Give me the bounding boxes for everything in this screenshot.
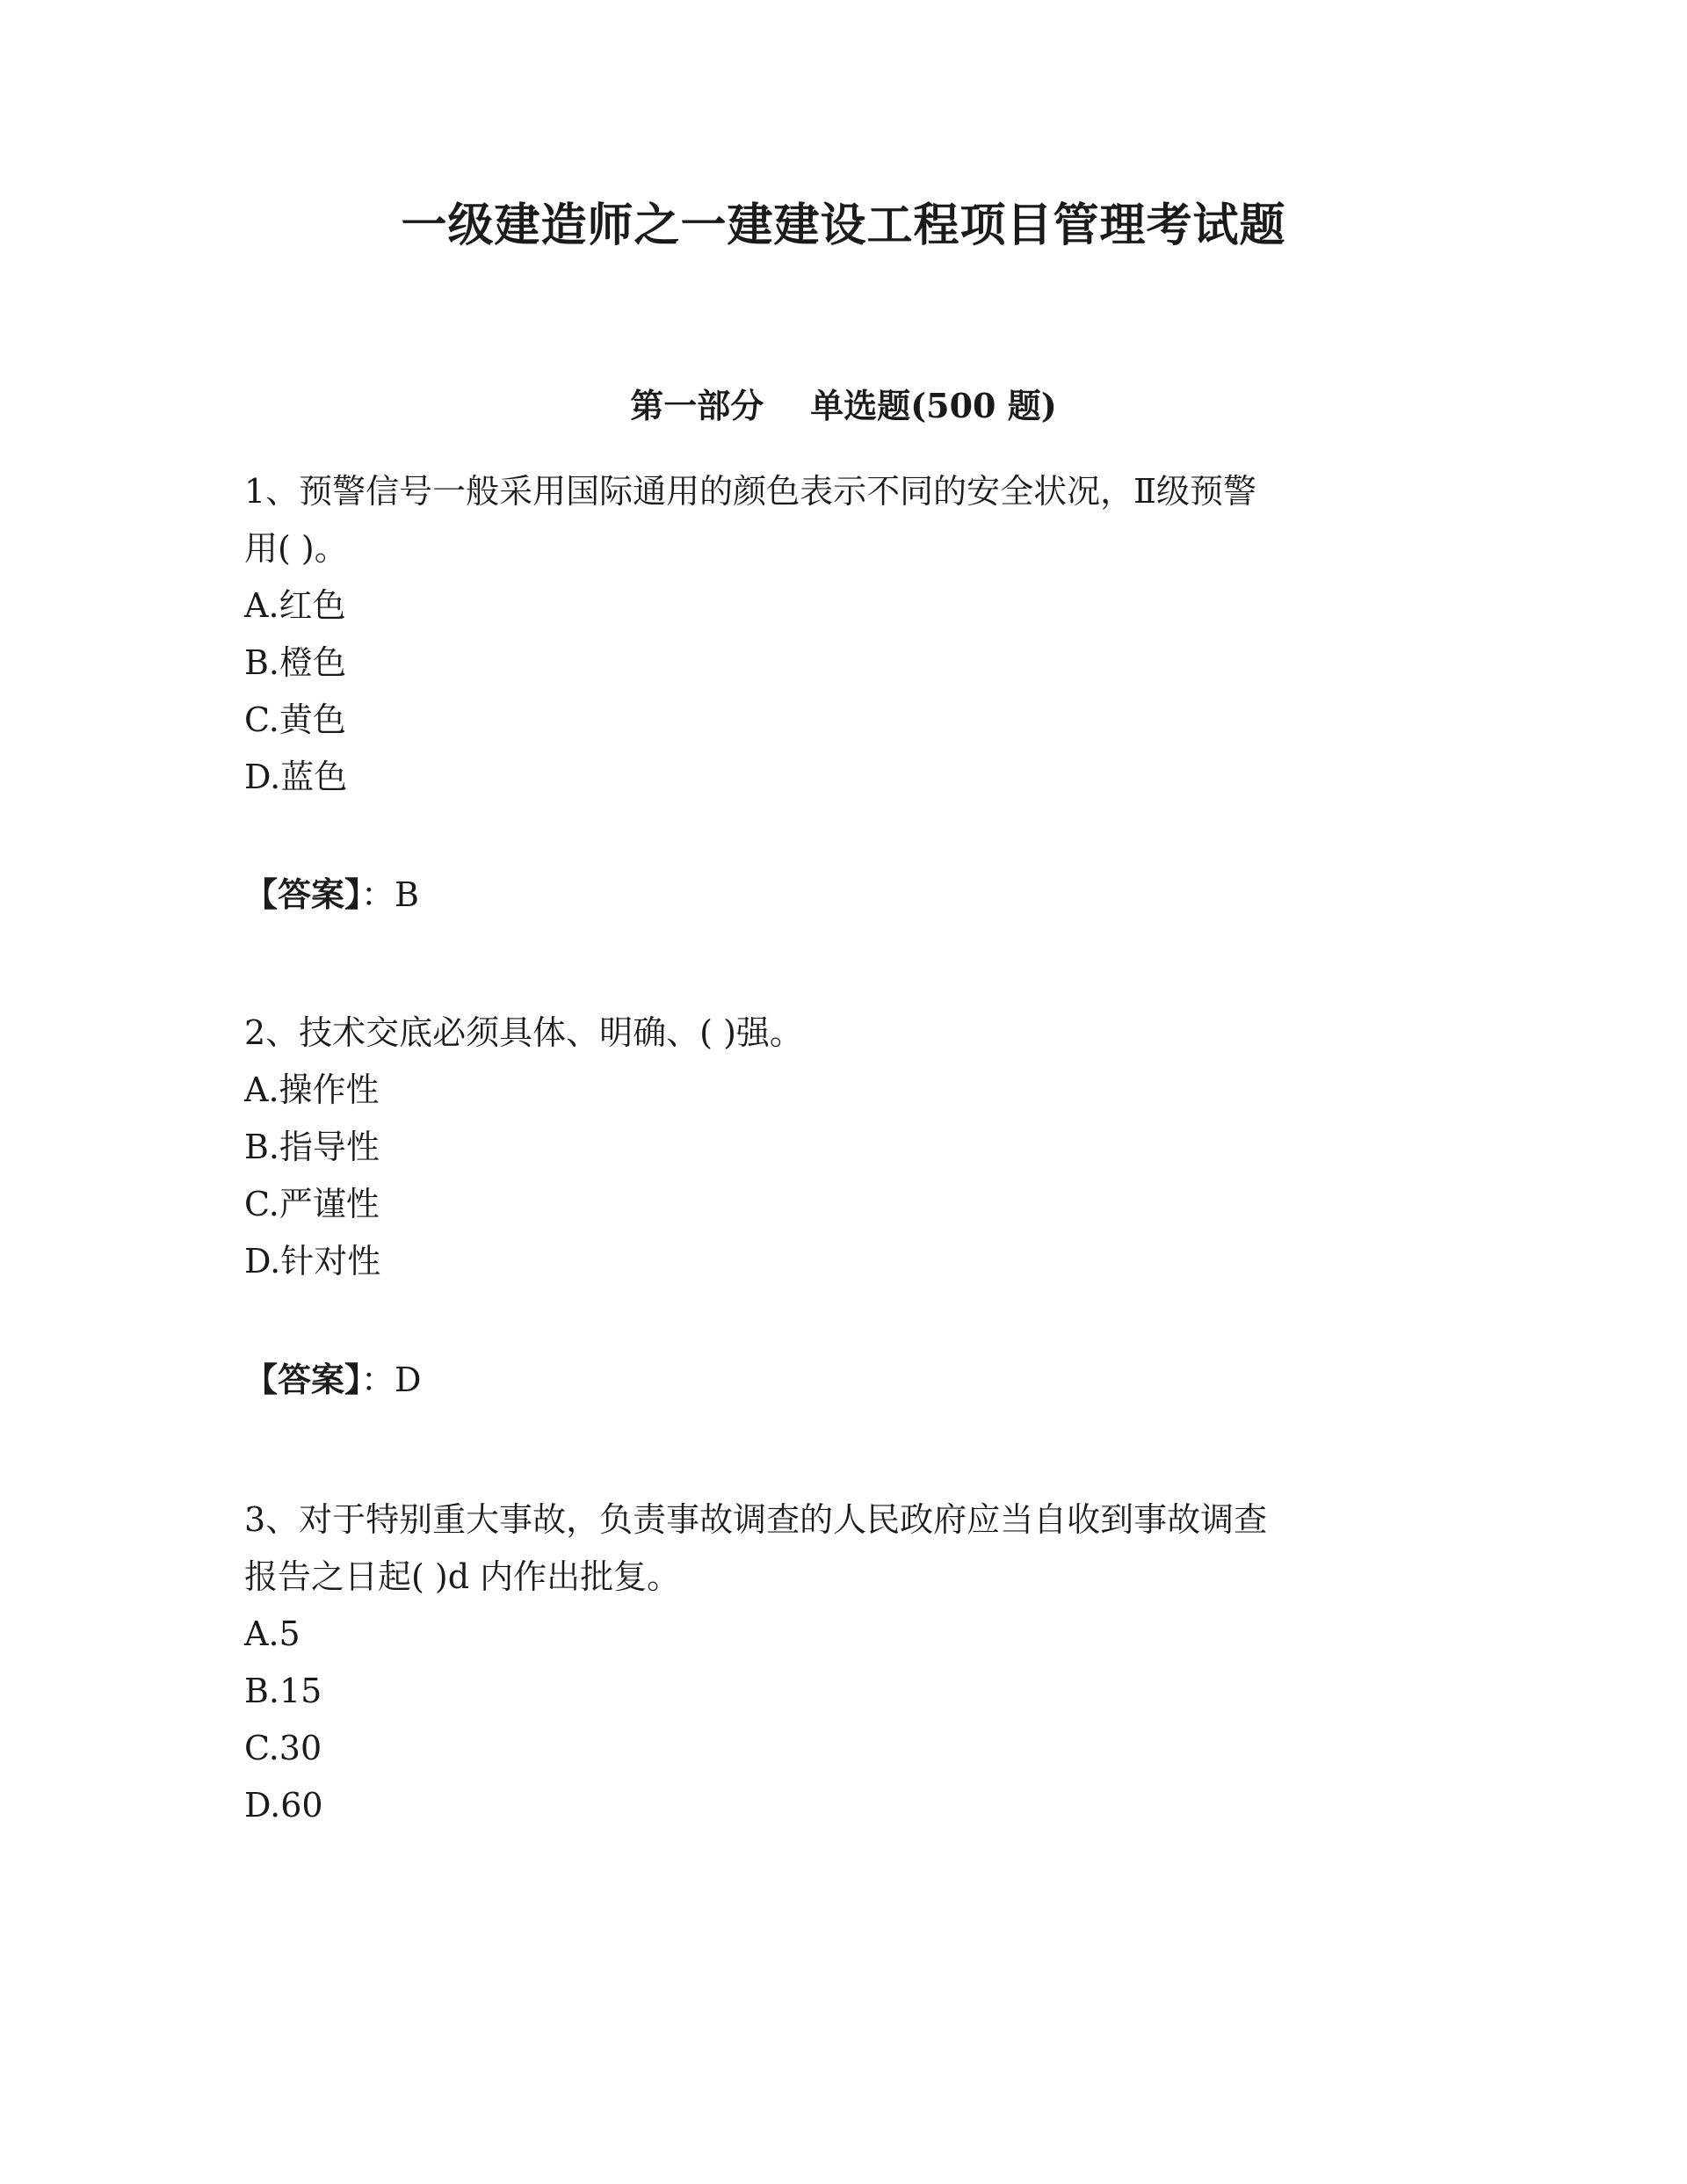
question-1-stem-line-2: 用( )。	[244, 529, 348, 568]
question-1-stem-line-1: 1、预警信号一般采用国际通用的颜色表示不同的安全状况，Ⅱ级预警	[244, 472, 1257, 511]
question-3-option-b: B.15	[244, 1672, 322, 1710]
section-heading: 第一部分 单选题(500 题)	[630, 386, 1057, 425]
question-2	[244, 1005, 1448, 1290]
question-3-option-c: C.30	[244, 1729, 322, 1767]
question-1-option-a: A.红色	[244, 586, 346, 625]
question-3	[244, 1491, 1448, 1834]
question-2-option-c: C.严谨性	[244, 1185, 380, 1223]
question-1	[244, 463, 1448, 806]
question-2-answer	[244, 1351, 422, 1409]
question-2-stem-line-1: 2、技术交底必须具体、明确、( )强。	[244, 1013, 803, 1052]
question-3-stem-line-2: 报告之日起( )d 内作出批复。	[244, 1557, 681, 1596]
answer-separator: ：	[361, 875, 395, 914]
answer-label: 【答案】	[244, 874, 362, 914]
answer-value: D	[395, 1360, 422, 1399]
question-2-option-b: B.指导性	[244, 1128, 380, 1166]
question-1-option-c: C.黄色	[244, 700, 346, 739]
document-title: 一级建造师之一建建设工程项目管理考试题	[401, 199, 1286, 252]
question-1-option-b: B.橙色	[244, 643, 347, 682]
question-1-option-d: D.蓝色	[244, 758, 348, 796]
question-1-answer	[244, 866, 419, 924]
question-3-option-d: D.60	[244, 1786, 323, 1825]
question-2-option-d: D.针对性	[244, 1242, 381, 1281]
question-2-option-a: A.操作性	[244, 1070, 380, 1109]
question-3-option-a: A.5	[244, 1614, 300, 1653]
answer-label: 【答案】	[244, 1360, 362, 1399]
question-3-stem-line-1: 3、对于特别重大事故，负责事故调查的人民政府应当自收到事故调查	[244, 1500, 1268, 1539]
answer-value: B	[395, 875, 419, 914]
answer-separator: ：	[361, 1360, 395, 1399]
